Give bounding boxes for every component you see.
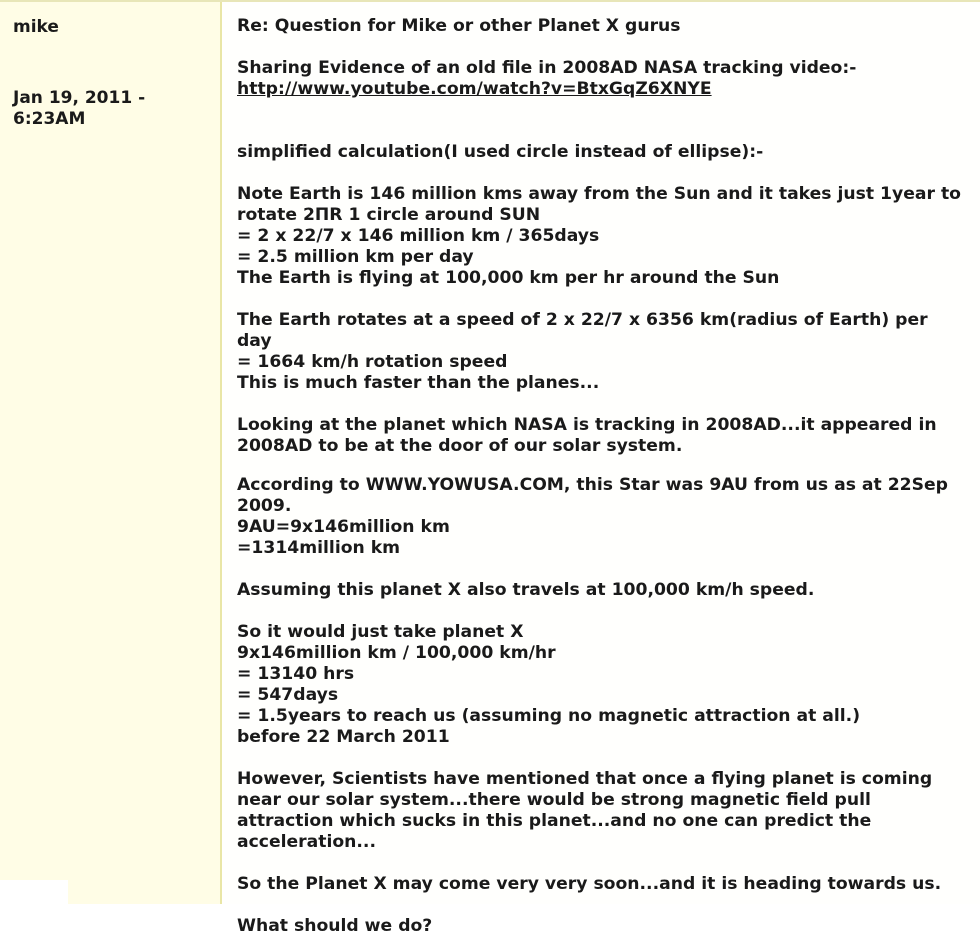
post-body (222, 2, 980, 936)
paragraph-earth-rotation: The Earth rotates at a speed of 2 x 22/7 x 6356 km(radius of Earth) per day = 1664 km/h rotation speed This is much faster than the planes... (237, 310, 928, 393)
paragraph-conclusion: So the Planet X may come very very soon...and it is heading towards us. (237, 874, 942, 894)
intro-text: Sharing Evidence of an old file in 2008AD NASA tracking video:- (237, 58, 857, 78)
author-name[interactable]: mike (13, 17, 59, 37)
paragraph-acceleration: However, Scientists have mentioned that once a flying planet is coming near our solar system...there would be strong magnetic field pull attraction which sucks in this planet...and no one can predict the acceleration... (237, 769, 933, 852)
post-author-sidebar (0, 2, 222, 904)
intro-block (237, 58, 964, 100)
paragraph-distance: According to WWW.YOWUSA.COM, this Star was 9AU from us as at 22Sep 2009. 9AU=9x146million km =1314million km (237, 475, 948, 558)
paragraph-speed-assumption: Assuming this planet X also travels at 100,000 km/h speed. (237, 580, 815, 600)
youtube-link[interactable]: http://www.youtube.com/watch?v=BtxGqZ6XNYE (237, 79, 712, 99)
paragraph-travel-time: So it would just take planet X 9x146million km / 100,000 km/hr = 13140 hrs = 547days = 1.5years to reach us (assuming no magnetic attraction at all.) before 22 March 2011 (237, 622, 861, 747)
paragraph-nasa-tracking: Looking at the planet which NASA is tracking in 2008AD...it appeared in 2008AD to be at the door of our solar system. (237, 415, 937, 456)
post-timestamp: Jan 19, 2011 - 6:23AM (13, 88, 146, 129)
sidebar-corner (0, 880, 68, 904)
paragraph-calc-intro: simplified calculation(I used circle instead of ellipse):- (237, 142, 764, 162)
post-subject: Re: Question for Mike or other Planet X gurus (237, 16, 681, 36)
paragraph-question: What should we do? (237, 916, 433, 936)
paragraph-earth-orbit: Note Earth is 146 million kms away from the Sun and it takes just 1year to rotate 2ΠR 1 circle around SUN = 2 x 22/7 x 146 million km / 365days = 2.5 million km per day The Earth is flying at 100,000 km per hr around the Sun (237, 184, 961, 288)
